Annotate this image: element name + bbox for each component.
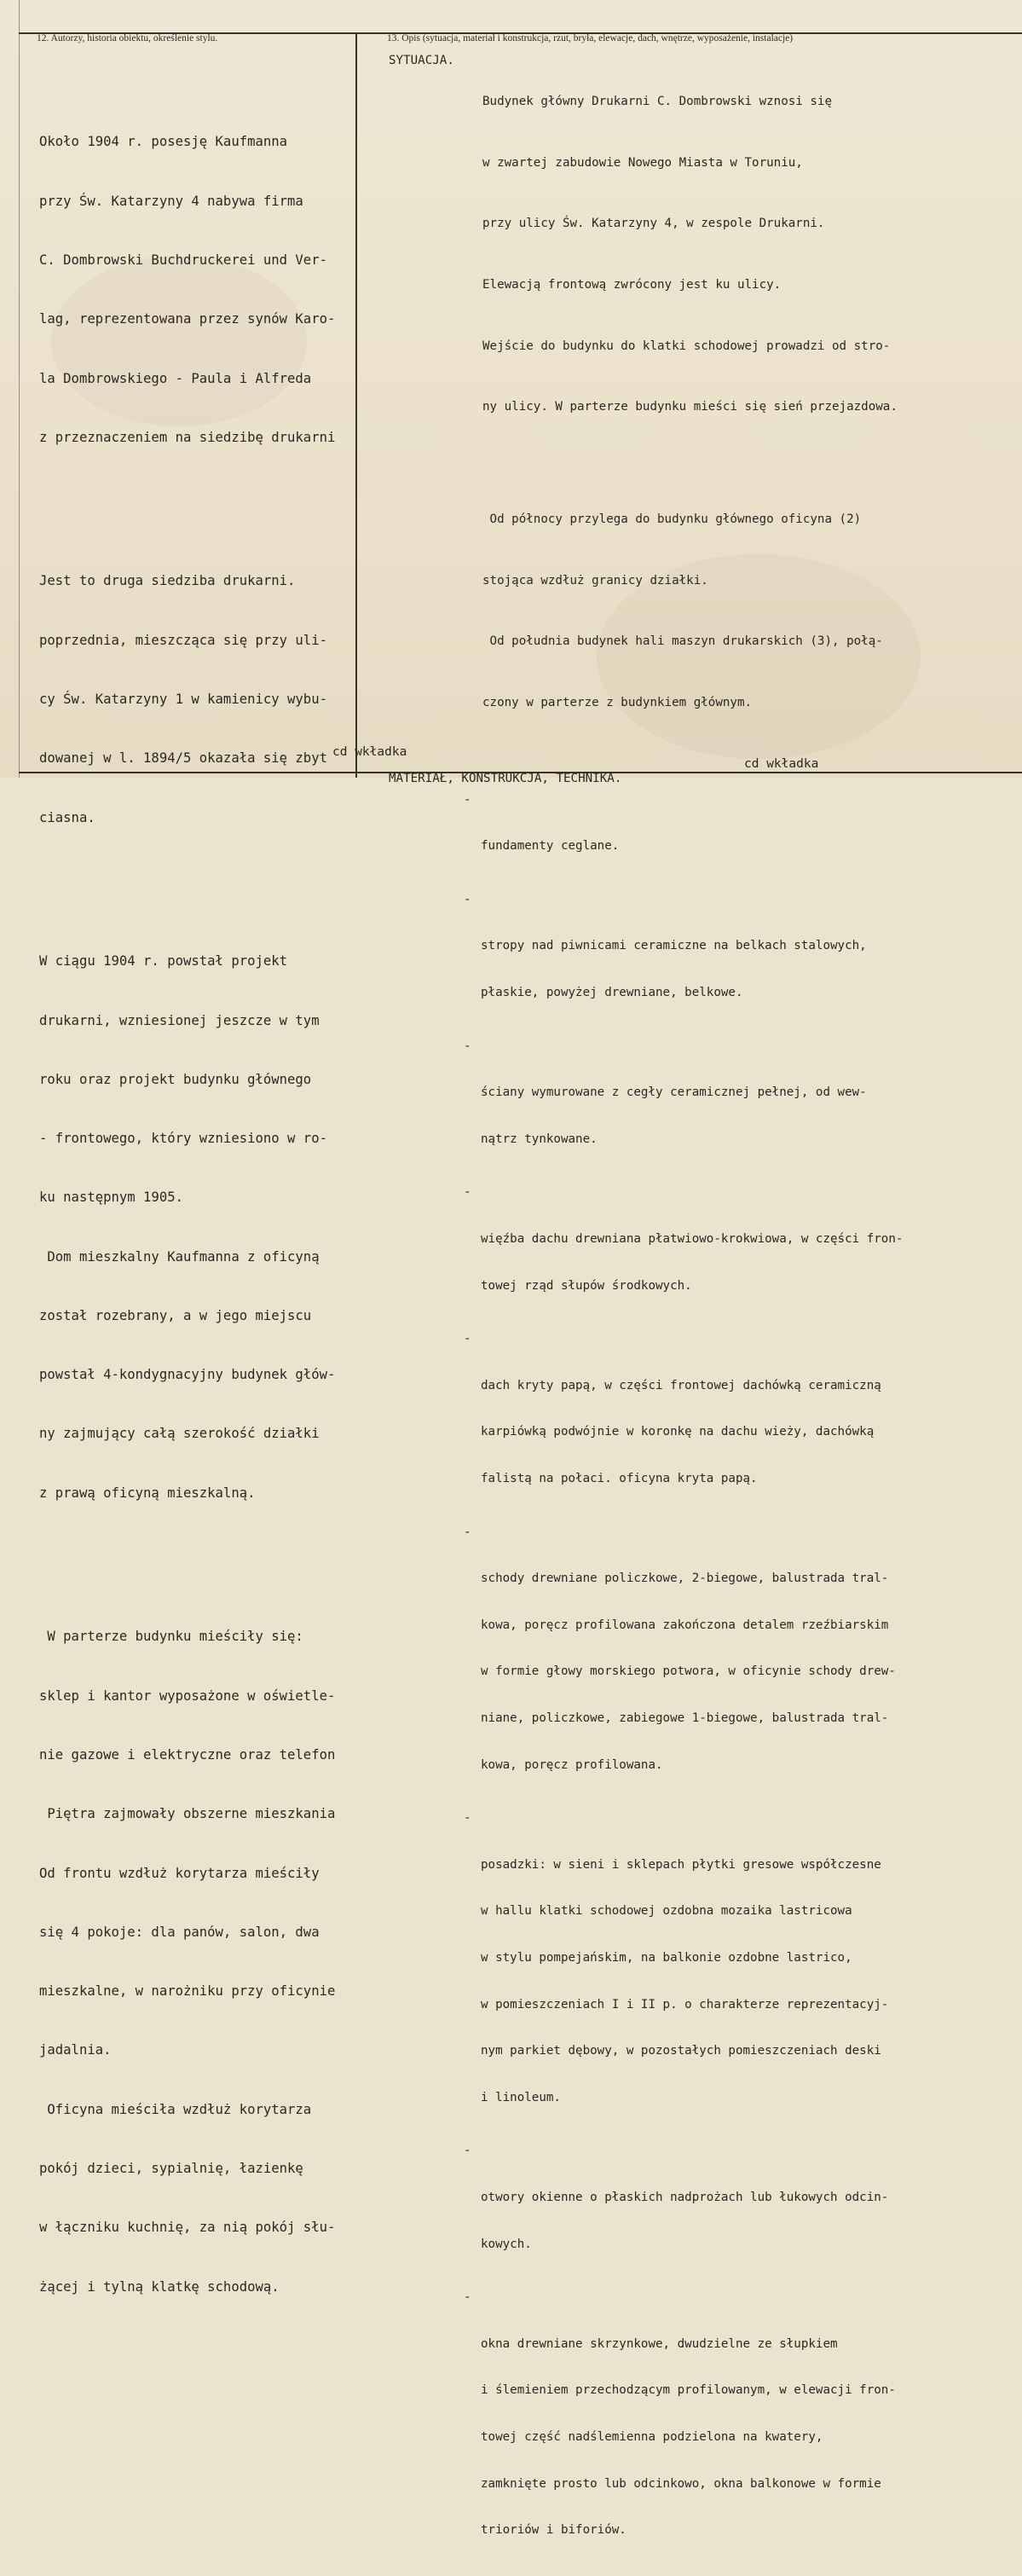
history-paragraph [39, 1588, 355, 2336]
text-line: cy Św. Katarzyny 1 w kamienicy wybu- [39, 692, 327, 707]
text-line: i ślemieniem przechodzącym profilowanym, w elewacji fron- [481, 2383, 896, 2398]
history-paragraph [39, 93, 355, 487]
text-line: Od frontu wzdłuż korytarza mieściły [39, 1865, 320, 1881]
field-13-header: 13. Opis (sytuacja, materiał i konstrukcja, rzut, bryła, elewacje, dach, wnętrze, wyposażenie, instalacje) [387, 33, 794, 43]
text-line: w zwartej zabudowie Nowego Miasta w Toruniu, [482, 155, 803, 170]
list-dash: - [464, 1811, 471, 1826]
text-line: w formie głowy morskiego potwora, w oficynie schody drew- [481, 1664, 896, 1679]
continued-note-left: cd wkładka [332, 745, 407, 759]
text-line: powstał 4-kondygnacyjny budynek głów- [39, 1367, 336, 1383]
text-line: roku oraz projekt budynku głównego [39, 1071, 312, 1087]
situation-section [389, 51, 1015, 755]
text-line: stojąca wzdłuż granicy działki. [482, 573, 708, 588]
text-line: posadzki: w sieni i sklepach płytki gresowe współczesne [481, 1857, 881, 1872]
text-line: nie gazowe i elektryczne oraz telefon [39, 1746, 336, 1763]
text-line: Oficyna mieściła wzdłuż korytarza [39, 2101, 312, 2117]
text-line: przy Św. Katarzyny 4 nabywa firma [39, 193, 303, 209]
text-line: jadalnia. [39, 2042, 112, 2058]
text-line: pokój dzieci, sypialnię, łazienkę [39, 2160, 303, 2176]
list-dash: - [464, 2290, 471, 2305]
list-item [464, 892, 1009, 1032]
text-line: ciasna. [39, 809, 95, 825]
list-dash: - [464, 792, 471, 807]
text-line: - frontowego, który wzniesiono w ro- [39, 1131, 327, 1147]
text-line: C. Dombrowski Buchdruckerei und Ver- [39, 252, 327, 268]
text-line: lag, reprezentowana przez synów Karo- [39, 311, 336, 327]
text-line: ny ulicy. W parterze budynku mieści się sień przejazdowa. [482, 400, 898, 414]
text-line: falistą na połaci. oficyna kryta papą. [481, 1472, 758, 1486]
list-dash: - [464, 1332, 471, 1346]
text-line: okna drewniane skrzynkowe, dwudzielne ze słupkiem [481, 2336, 838, 2351]
text-line: się 4 pokoje: dla panów, salon, dwa [39, 1924, 320, 1940]
continued-note-right: cd wkładka [744, 757, 819, 771]
text-line: zamknięte prosto lub odcinkowo, okna balkonowe w formie [481, 2476, 881, 2491]
text-line: schody drewniane policzkowe, 2-biegowe, balustrada tral- [481, 1572, 889, 1586]
text-line: nątrz tynkowane. [481, 1132, 598, 1146]
left-margin-line [19, 0, 20, 778]
material-list [464, 792, 1009, 2569]
text-line: Wejście do budynku do klatki schodowej prowadzi od stro- [482, 339, 891, 353]
list-item [464, 1525, 1009, 1804]
list-dash: - [464, 2144, 471, 2158]
description-text [389, 51, 1015, 2576]
text-line: kowa, poręcz profilowana zakończona detalem rzeźbiarskim [481, 1618, 889, 1632]
text-line: W ciągu 1904 r. powstał projekt [39, 953, 288, 970]
text-line: nym parkiet dębowy, w pozostałych pomieszczeniach deski [481, 2044, 881, 2058]
list-item [464, 1039, 1009, 1178]
history-text [39, 54, 355, 2382]
text-line: został rozebrany, a w jego miejscu [39, 1307, 312, 1323]
list-item [464, 2289, 1009, 2569]
text-line: drukarni, wzniesionej jeszcze w tym [39, 1012, 320, 1028]
list-dash: - [464, 1039, 471, 1053]
text-line: Od południa budynek hali maszyn drukarskich (3), połą- [482, 634, 883, 649]
text-line: w łączniku kuchnię, za nią pokój słu- [39, 2220, 336, 2236]
text-line: z przeznaczeniem na siedzibę drukarni [39, 429, 336, 445]
text-line: więźba dachu drewniana płatwiowo-krokwiowa, w części fron- [481, 1232, 904, 1247]
field-12-header: 12. Autorzy, historia obiektu, określenie stylu. [37, 33, 218, 43]
text-line: Budynek główny Drukarni C. Dombrowski wznosi się [482, 94, 832, 108]
text-line: przy ulicy Św. Katarzyny 4, w zespole Drukarni. [482, 217, 825, 231]
text-line: i linoleum. [481, 2090, 561, 2104]
text-line: Jest to druga siedziba drukarni. [39, 573, 296, 589]
situation-lines [482, 51, 1015, 755]
list-dash: - [464, 1525, 471, 1539]
text-line: Dom mieszkalny Kaufmanna z oficyną [39, 1248, 320, 1265]
list-item [464, 1331, 1009, 1517]
text-line: w hallu klatki schodowej ozdobna mozaika lastricowa [481, 1904, 852, 1919]
text-line: dach kryty papą, w części frontowej dachówką ceramiczną [481, 1378, 881, 1392]
text-line: kowa, poręcz profilowana. [481, 1757, 663, 1772]
text-line: z prawą oficyną mieszkalną. [39, 1485, 256, 1501]
text-line: kowych. [481, 2237, 532, 2251]
text-line: la Dombrowskiego - Paula i Alfreda [39, 370, 312, 386]
text-line: karpiówką podwójnie w koronkę na dachu wieży, dachówką [481, 1425, 875, 1439]
text-line: Około 1904 r. posesję Kaufmanna [39, 134, 288, 150]
text-line: stropy nad piwnicami ceramiczne na belkach stalowych, [481, 939, 867, 953]
list-item [464, 792, 1009, 885]
list-item [464, 2143, 1009, 2283]
text-line: mieszkalne, w narożniku przy oficynie [39, 1983, 336, 2000]
text-line: fundamenty ceglane. [481, 839, 620, 854]
text-line: trioriów i biforiów. [481, 2523, 626, 2538]
text-line: ny zajmujący całą szerokość działki [39, 1426, 320, 1442]
material-section-title: MATERIAŁ, KONSTRUKCJA, TECHNIKA. [389, 771, 622, 785]
text-line: W parterze budynku mieściły się: [39, 1629, 303, 1645]
text-line: towej część nadślemienna podzielona na kwatery, [481, 2429, 823, 2444]
history-paragraph [39, 532, 355, 867]
column-divider [355, 32, 357, 778]
text-line: Elewacją frontową zwrócony jest ku ulicy. [482, 277, 782, 292]
text-line: sklep i kantor wyposażone w oświetle- [39, 1687, 336, 1704]
list-dash: - [464, 892, 471, 906]
text-line: Od północy przylega do budynku głównego oficyna (2) [482, 512, 862, 526]
text-line: płaskie, powyżej drewniane, belkowe. [481, 986, 743, 1000]
text-line: poprzednia, mieszcząca się przy uli- [39, 632, 327, 648]
paragraph-gap [482, 459, 1015, 469]
text-line: ściany wymurowane z cegły ceramicznej pełnej, od wew- [481, 1085, 867, 1100]
list-item [464, 1184, 1009, 1324]
text-line: żącej i tylną klatkę schodową. [39, 2278, 280, 2295]
text-line: w stylu pompejańskim, na balkonie ozdobne lastrico, [481, 1951, 852, 1965]
history-paragraph [39, 912, 355, 1543]
list-dash: - [464, 1185, 471, 1200]
text-line: w pomieszczeniach I i II p. o charakterze reprezentacyj- [481, 1997, 889, 2012]
text-line: dowanej w l. 1894/5 okazała się zbyt [39, 750, 327, 767]
situation-label: SYTUACJA. [389, 54, 454, 67]
text-line: towej rząd słupów środkowych. [481, 1278, 692, 1293]
text-line: czony w parterze z budynkiem głównym. [482, 695, 753, 709]
list-item [464, 1810, 1009, 2136]
text-line: Piętra zajmowały obszerne mieszkania [39, 1806, 336, 1822]
text-line: otwory okienne o płaskich nadprożach lub łukowych odcin- [481, 2191, 889, 2204]
text-line: niane, policzkowe, zabiegowe 1-biegowe, balustrada tral- [481, 1711, 889, 1726]
text-line: ku następnym 1905. [39, 1190, 183, 1206]
